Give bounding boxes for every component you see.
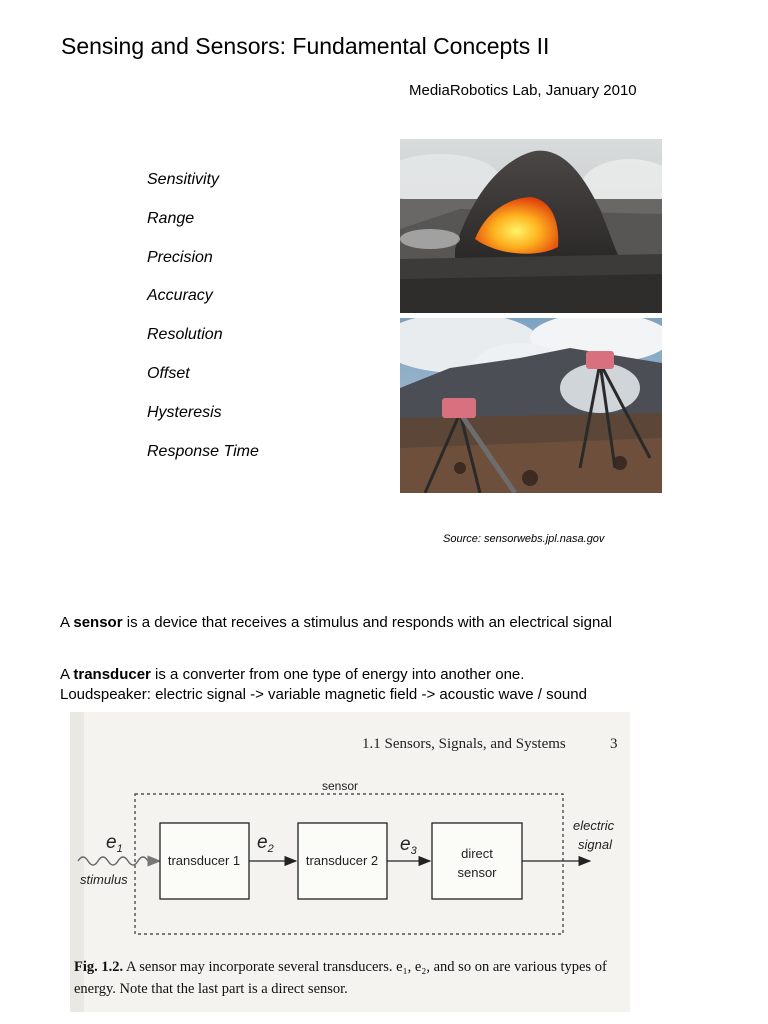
electric-signal-label-line2: signal (578, 837, 612, 852)
direct-sensor-label-line2: sensor (457, 865, 497, 880)
sensor-definition-prefix: A (60, 614, 74, 631)
figure-caption-line1: Fig. 1.2. A sensor may incorporate several transducers. e₁, e₂, and so on are various types of (74, 959, 607, 975)
image-source-credit: Source: sensorwebs.jpl.nasa.gov (443, 533, 605, 545)
concept-item: Resolution (147, 326, 223, 343)
direct-sensor-box (432, 823, 522, 899)
transducer-2-label: transducer 2 (305, 853, 379, 868)
concept-item: Sensitivity (147, 171, 220, 188)
stimulus-label: stimulus (80, 872, 128, 887)
volcano-sensors-photo (400, 318, 662, 493)
sensor-definition (60, 614, 612, 631)
page-subtitle: MediaRobotics Lab, January 2010 (409, 82, 637, 99)
concept-item: Hysteresis (147, 404, 222, 421)
energy-e3-label: $e_3$ (400, 834, 417, 857)
book-page-header: 1.1 Sensors, Signals, and Systems (362, 736, 566, 752)
figure-caption-line2: energy. Note that the last part is a direct sensor. (74, 981, 348, 997)
concept-item: Range (147, 210, 195, 227)
direct-sensor-label-line1: direct (461, 846, 493, 861)
loudspeaker-example: Loudspeaker: electric signal -> variable magnetic field -> acoustic wave / sound (60, 686, 587, 703)
electric-signal-label-line1: electric (573, 818, 615, 833)
concept-item: Precision (147, 249, 213, 266)
energy-e1-label: $e_1$ (106, 832, 123, 855)
transducer-1-label: transducer 1 (167, 853, 241, 868)
sensor-term: sensor (73, 614, 123, 631)
page-title: Sensing and Sensors: Fundamental Concepts II (61, 33, 550, 59)
sensor-label: sensor (322, 779, 359, 793)
transducer-definition-prefix: A (60, 666, 74, 683)
energy-e2-label: $e_2$ (257, 832, 274, 855)
volcano-lava-photo (400, 139, 662, 313)
concept-item: Response Time (147, 443, 259, 460)
sensor-definition-text: is a device that receives a stimulus and responds with an electrical signal (122, 614, 612, 631)
transducer-term: transducer (73, 666, 151, 683)
transducer-definition-text: is a converter from one type of energy into another one. (150, 666, 525, 683)
transducer-definition (60, 666, 524, 683)
textbook-figure-scan (70, 712, 630, 1012)
concept-item: Offset (147, 365, 190, 382)
book-page-number: 3 (610, 736, 618, 752)
concept-item: Accuracy (147, 287, 213, 304)
